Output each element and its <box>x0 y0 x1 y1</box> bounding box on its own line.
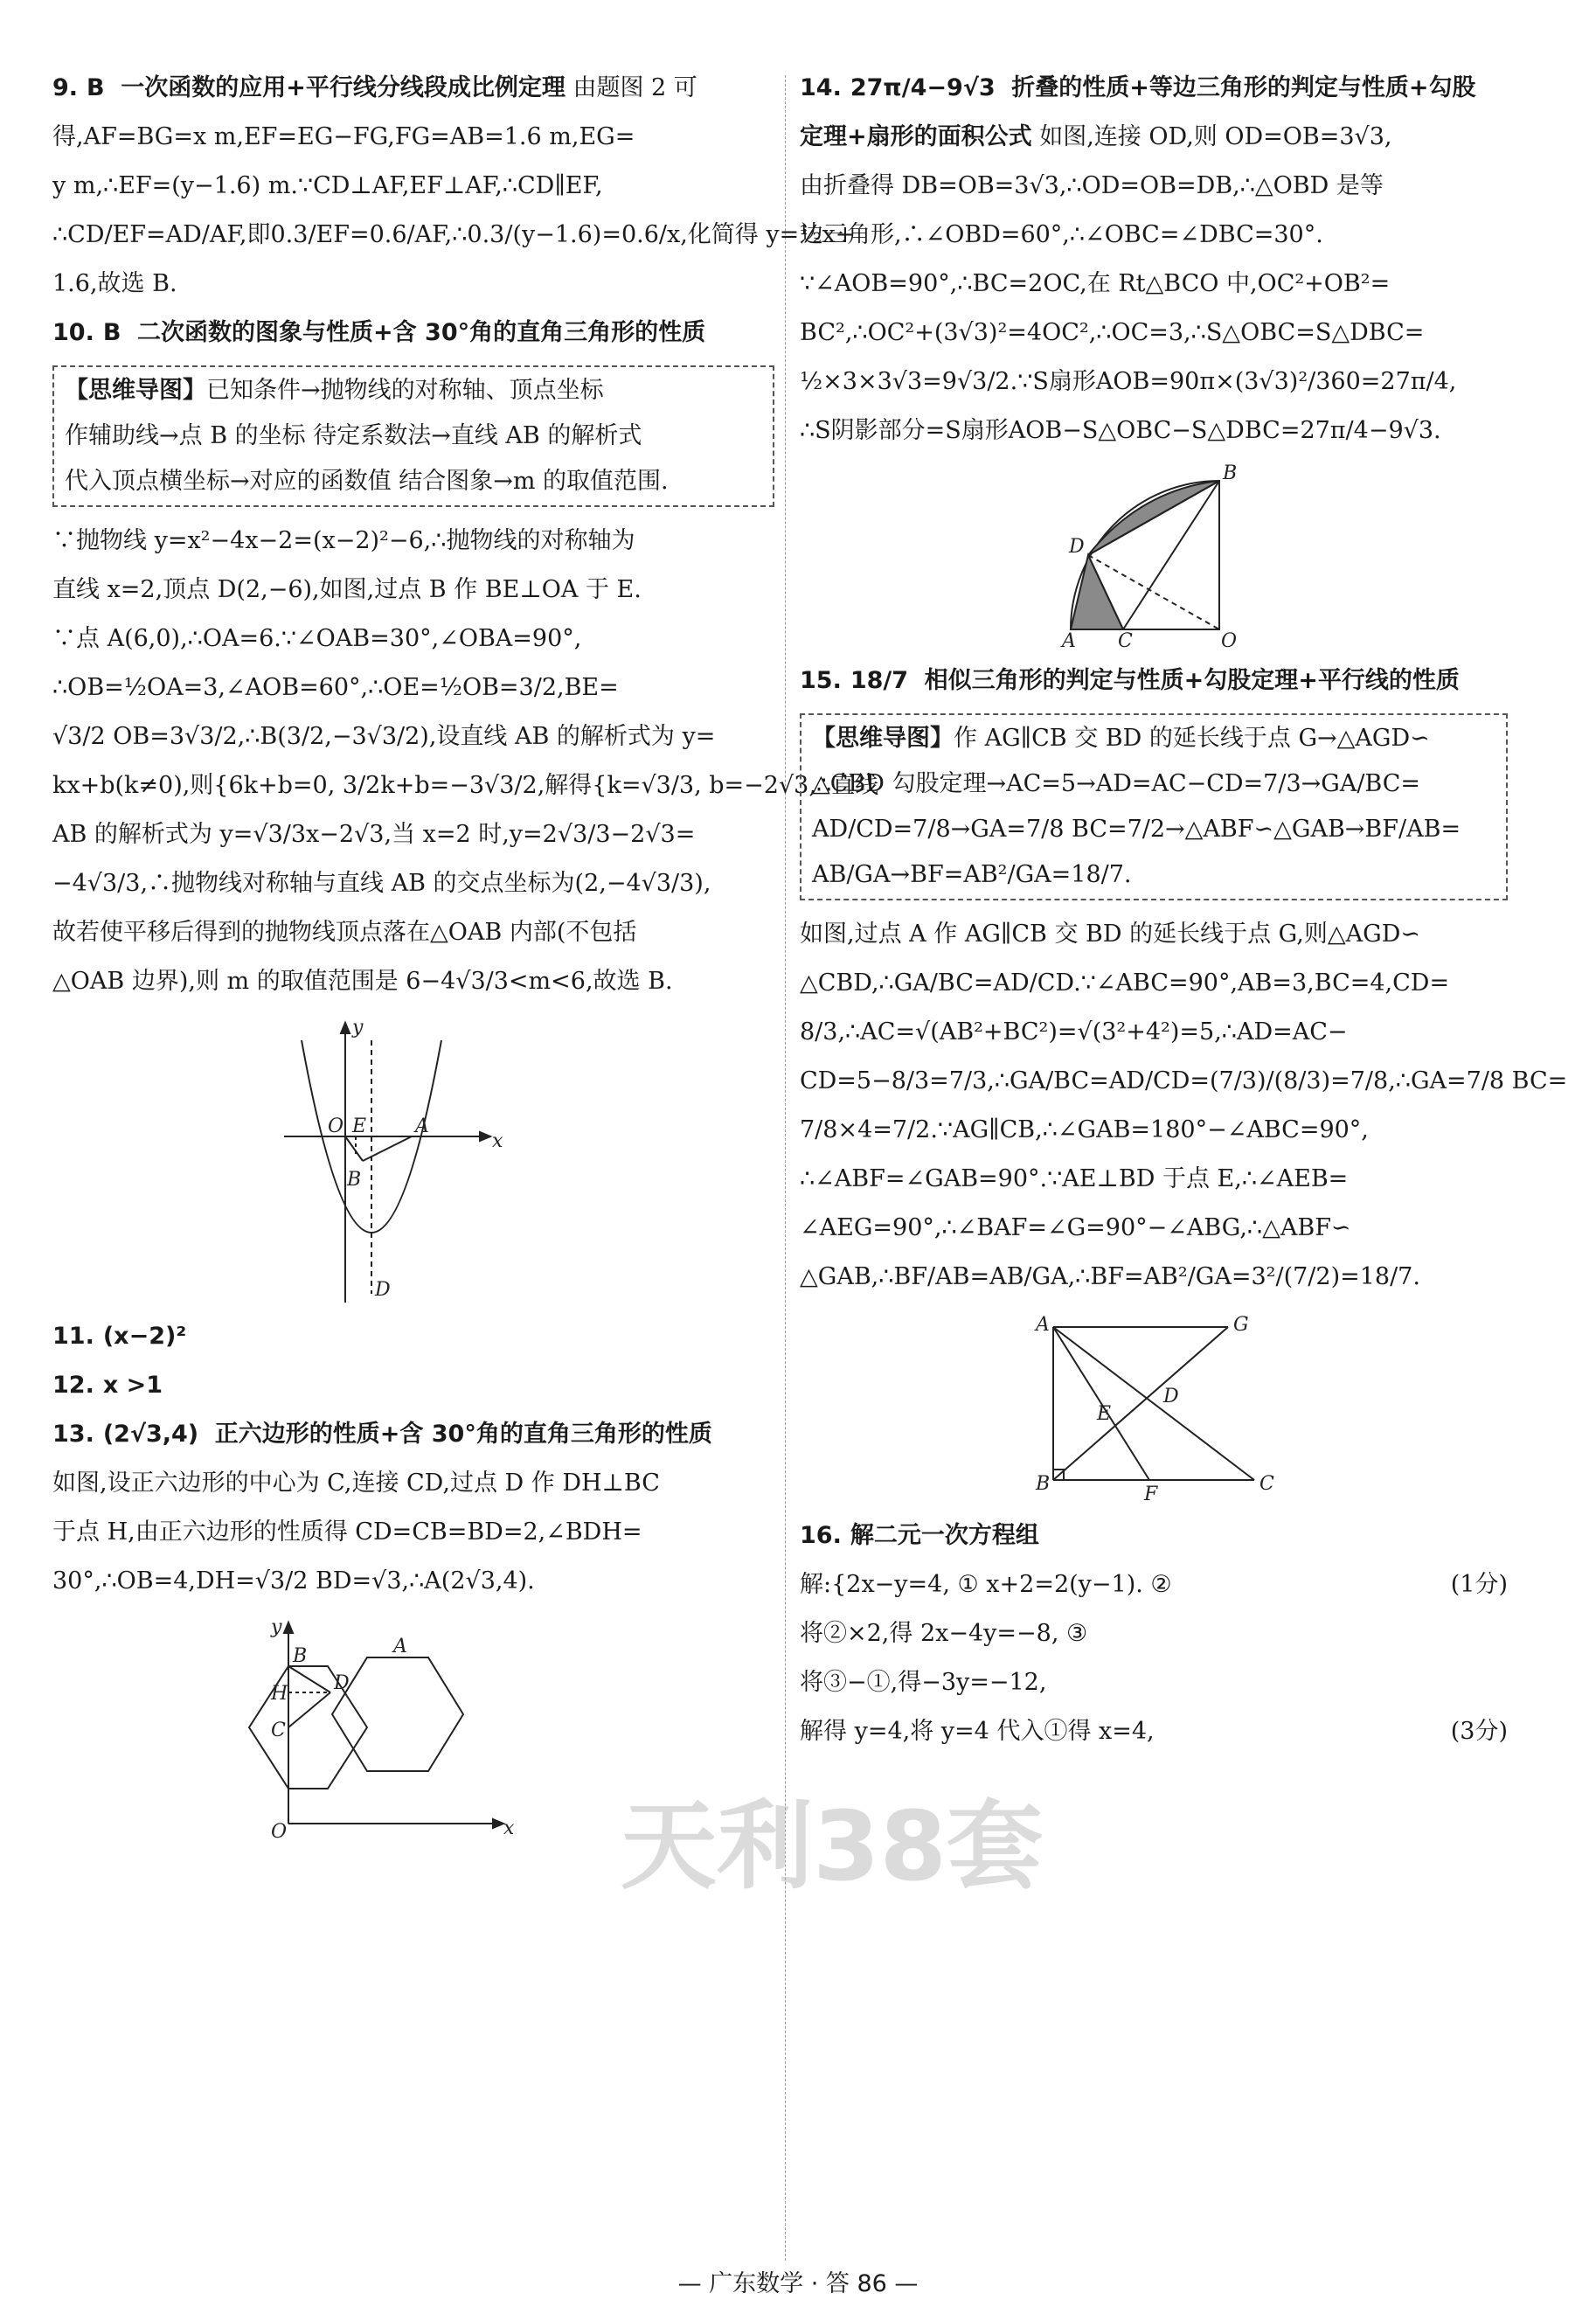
fig13-label-b: B <box>293 1645 308 1667</box>
fig10-label-d: D <box>375 1279 391 1301</box>
q14-number: 14. <box>800 74 842 101</box>
q15-mind-map <box>800 713 1508 900</box>
q14-answer: 27π/4−9√3 <box>850 74 996 101</box>
fig13-label-x: x <box>503 1817 515 1839</box>
q10-line-6: kx+b(k≠0),则{6k+b=0, 3/2k+b=−3√3/2,解得{k=√3/3, b=−2√3,∴直线 <box>52 772 879 799</box>
q14-line-1: 由折叠得 DB=OB=3√3,∴OD=OB=DB,∴△OBD 是等 <box>800 172 1384 199</box>
fig14-label-o: O <box>1221 630 1238 652</box>
q14-line-5: ½×3×3√3=9√3/2.∵S扇形AOB=90π×(3√3)²/360=27π/4, <box>800 368 1457 395</box>
q15-mind-map-line-1: 作 AG∥CB 交 BD 的延长线于点 G→△AGD∽ <box>954 725 1430 752</box>
fig15-label-e: E <box>1097 1403 1112 1425</box>
x-axis-arrow <box>493 1819 503 1828</box>
hexagon-right <box>332 1657 463 1771</box>
page-footer: — 广东数学 · 答 86 — <box>677 2270 919 2297</box>
q16-line-4-row <box>800 1715 1508 1748</box>
q14-line-4: BC²,∴OC²+(3√3)²=4OC²,∴OC=3,∴S△OBC=S△DBC= <box>800 319 1425 346</box>
fig13-label-h: H <box>271 1683 288 1705</box>
q14-line-3: ∵∠AOB=90°,∴BC=2OC,在 Rt△BCO 中,OC²+OB²= <box>800 270 1391 297</box>
q14-header <box>800 72 1508 105</box>
y-axis-arrow <box>284 1623 293 1633</box>
q15-line-6: ∴∠ABF=∠GAB=90°.∵AE⊥BD 于点 E,∴∠AEB= <box>800 1165 1349 1192</box>
q10-mind-map <box>52 365 774 507</box>
segment-ac <box>1053 1327 1254 1480</box>
fig14-label-b: B <box>1223 462 1238 484</box>
q12-row <box>52 1369 774 1402</box>
fig10-label-x: x <box>492 1130 503 1152</box>
q13-answer: (2√3,4) <box>102 1421 199 1448</box>
q15-line-4: CD=5−8/3=7/3,∴GA/BC=AD/CD=(7/3)/(8/3)=7/8,∴GA=7/8 BC= <box>800 1067 1568 1094</box>
fig10-label-y: y <box>352 1017 364 1039</box>
q13-knowledge-points: 正六边形的性质+含 30°角的直角三角形的性质 <box>214 1421 712 1448</box>
q10-line-9: 故若使平移后得到的抛物线顶点落在△OAB 内部(不包括 <box>52 919 637 946</box>
q11-answer: (x−2)² <box>102 1323 187 1350</box>
q15-answer: 18/7 <box>850 667 909 694</box>
fig15-label-g: G <box>1233 1314 1249 1336</box>
q15-line-7: ∠AEG=90°,∴∠BAF=∠G=90°−∠ABG,∴△ABF∽ <box>800 1214 1351 1241</box>
q9-header <box>52 72 774 105</box>
fig15-label-c: C <box>1259 1473 1274 1495</box>
q10-mind-map-line-1: 已知条件→抛物线的对称轴、顶点坐标 <box>206 377 604 404</box>
q14-line-6: ∴S阴影部分=S扇形AOB−S△OBC−S△DBC=27π/4−9√3. <box>800 417 1441 444</box>
q10-line-2: 直线 x=2,顶点 D(2,−6),如图,过点 B 作 BE⊥OA 于 E. <box>52 576 642 603</box>
q16-line-4: 解得 y=4,将 y=4 代入①得 x=4, <box>800 1718 1155 1745</box>
q10-line-3: ∵点 A(6,0),∴OA=6.∵∠OAB=30°,∠OBA=90°, <box>52 625 582 652</box>
q13-number: 13. <box>52 1421 94 1448</box>
q10-line-1: ∵抛物线 y=x²−4x−2=(x−2)²−6,∴抛物线的对称轴为 <box>52 527 635 554</box>
q15-line-8: △GAB,∴BF/AB=AB/GA,∴BF=AB²/GA=3²/(7/2)=18/7. <box>800 1263 1420 1290</box>
q13-line-3: 30°,∴OB=4,DH=√3/2 BD=√3,∴A(2√3,4). <box>52 1567 535 1595</box>
q10-mind-map-line-3: 代入顶点横坐标→对应的函数值 结合图象→m 的取值范围. <box>65 468 669 495</box>
fig14-label-a: A <box>1062 630 1076 652</box>
segment-bd <box>288 1666 330 1692</box>
q10-answer: B <box>102 319 121 346</box>
q15-mind-map-line-3: AD/CD=7/8→GA=7/8 BC=7/2→△ABF∽△GAB→BF/AB= <box>812 816 1461 843</box>
q10-line-5: √3/2 OB=3√3/2,∴B(3/2,−3√3/2),设直线 AB 的解析式为 y= <box>52 723 716 750</box>
y-axis-arrow <box>341 1023 350 1033</box>
q14-line-0: 如图,连接 OD,则 OD=OB=3√3, <box>1039 123 1392 150</box>
segment-cd <box>288 1692 330 1727</box>
fig14-label-d: D <box>1069 536 1085 558</box>
q10-line-7: AB 的解析式为 y=√3/3x−2√3,当 x=2 时,y=2√3/3−2√3= <box>52 821 696 848</box>
q15-number: 15. <box>800 667 842 694</box>
q9-line-4: 1.6,故选 B. <box>52 270 177 297</box>
watermark-logo <box>612 1757 1044 1932</box>
q15-knowledge-points: 相似三角形的判定与性质+勾股定理+平行线的性质 <box>924 667 1460 694</box>
q10-line-8: −4√3/3,∴抛物线对称轴与直线 AB 的交点坐标为(2,−4√3/3), <box>52 870 711 897</box>
q16-number: 16. <box>800 1522 842 1549</box>
segment-bg <box>1053 1327 1228 1480</box>
q10-mind-map-line-2: 作辅助线→点 B 的坐标 待定系数法→直线 AB 的解析式 <box>65 422 642 449</box>
q15-mind-map-title: 【思维导图】 <box>812 725 954 752</box>
x-axis-arrow <box>480 1132 490 1141</box>
q15-triangle-figure <box>800 1310 1508 1505</box>
q16-score-2: (3分) <box>1450 1718 1508 1745</box>
fig13-label-a: A <box>393 1636 407 1657</box>
q16-header <box>800 1519 1508 1553</box>
q10-number: 10. <box>52 319 94 346</box>
column-divider <box>785 75 786 2261</box>
q15-line-3: 8/3,∴AC=√(AB²+BC²)=√(3²+4²)=5,∴AD=AC− <box>800 1018 1348 1046</box>
q14-knowledge-points: 折叠的性质+等边三角形的判定与性质+勾股 <box>1011 74 1476 101</box>
fig10-label-b: B <box>347 1169 362 1191</box>
q16-line-1: 解:{2x−y=4, ① x+2=2(y−1). ② <box>800 1571 1172 1598</box>
fig10-label-e: E <box>352 1115 367 1137</box>
q9-number: 9. <box>52 74 79 101</box>
q9-line-3: ∴CD/EF=AD/AF,即0.3/EF=0.6/AF,∴0.3/(y−1.6)=0.6/x,化简得 y=½x+ <box>52 221 856 248</box>
q10-mind-map-title: 【思维导图】 <box>65 377 206 404</box>
q10-line-10: △OAB 边界),则 m 的取值范围是 6−4√3/3<m<6,故选 B. <box>52 968 673 995</box>
q12-number: 12. <box>52 1372 94 1399</box>
q16-line-2: 将②×2,得 2x−4y=−8, ③ <box>800 1620 1088 1647</box>
q13-header <box>52 1418 774 1451</box>
fig10-label-a: A <box>415 1115 429 1137</box>
fig13-label-o: O <box>271 1821 288 1843</box>
q9-knowledge-points: 一次函数的应用+平行线分线段成比例定理 <box>121 74 566 101</box>
q10-parabola-figure <box>52 1014 774 1303</box>
fig13-label-d: D <box>334 1672 350 1694</box>
fig13-label-c: C <box>271 1720 286 1741</box>
fig15-label-b: B <box>1036 1473 1051 1495</box>
fig10-label-o: O <box>328 1115 344 1137</box>
q16-score-1: (1分) <box>1450 1571 1508 1598</box>
q15-line-1: 如图,过点 A 作 AG∥CB 交 BD 的延长线于点 G,则△AGD∽ <box>800 921 1420 948</box>
q10-knowledge-points: 二次函数的图象与性质+含 30°角的直角三角形的性质 <box>137 319 706 346</box>
q14-sector-figure <box>800 462 1508 652</box>
fig15-label-a: A <box>1036 1314 1050 1336</box>
q9-line-2: y m,∴EF=(y−1.6) m.∵CD⊥AF,EF⊥AF,∴CD∥EF, <box>52 172 603 199</box>
q15-line-5: 7/8×4=7/2.∵AG∥CB,∴∠GAB=180°−∠ABC=90°, <box>800 1116 1369 1143</box>
q15-mind-map-line-2: △CBD 勾股定理→AC=5→AD=AC−CD=7/3→GA/BC= <box>812 770 1421 797</box>
q9-line-1: 得,AF=BG=x m,EF=EG−FG,FG=AB=1.6 m,EG= <box>52 123 635 150</box>
fig15-label-f: F <box>1144 1484 1158 1505</box>
q11-number: 11. <box>52 1323 94 1350</box>
watermark-text: 天利38套 <box>621 1790 1044 1902</box>
segment-ob <box>345 1136 363 1161</box>
q9-line-0: 由题图 2 可 <box>572 74 697 101</box>
q16-title: 解二元一次方程组 <box>850 1522 1039 1549</box>
segment-db <box>1088 481 1219 555</box>
q14-line-2: 边三角形,∴∠OBD=60°,∴∠OBC=∠DBC=30°. <box>800 221 1323 248</box>
q14-knowledge-points-2: 定理+扇形的面积公式 <box>800 123 1032 150</box>
right-column <box>800 72 1568 1764</box>
fig15-label-d: D <box>1163 1386 1179 1407</box>
q15-line-2: △CBD,∴GA/BC=AD/CD.∵∠ABC=90°,AB=3,BC=4,CD= <box>800 969 1450 997</box>
shaded-region-lower <box>1071 555 1123 629</box>
q10-header <box>52 316 774 350</box>
q11-row <box>52 1320 774 1353</box>
q16-line-3: 将③−①,得−3y=−12, <box>800 1669 1047 1696</box>
q13-line-2: 于点 H,由正六边形的性质得 CD=CB=BD=2,∠BDH= <box>52 1518 642 1546</box>
segment-ba <box>363 1136 412 1161</box>
q12-answer: x >1 <box>102 1372 163 1399</box>
q15-header <box>800 664 1508 698</box>
q16-line-1-row <box>800 1568 1508 1602</box>
q10-line-4: ∴OB=½OA=3,∠AOB=60°,∴OE=½OB=3/2,BE= <box>52 674 619 701</box>
q9-answer: B <box>87 74 105 101</box>
fig14-label-c: C <box>1118 630 1133 652</box>
q13-line-1: 如图,设正六边形的中心为 C,连接 CD,过点 D 作 DH⊥BC <box>52 1470 660 1497</box>
fig13-label-y: y <box>271 1616 282 1638</box>
q15-mind-map-line-4: AB/GA→BF=AB²/GA=18/7. <box>812 861 1132 888</box>
